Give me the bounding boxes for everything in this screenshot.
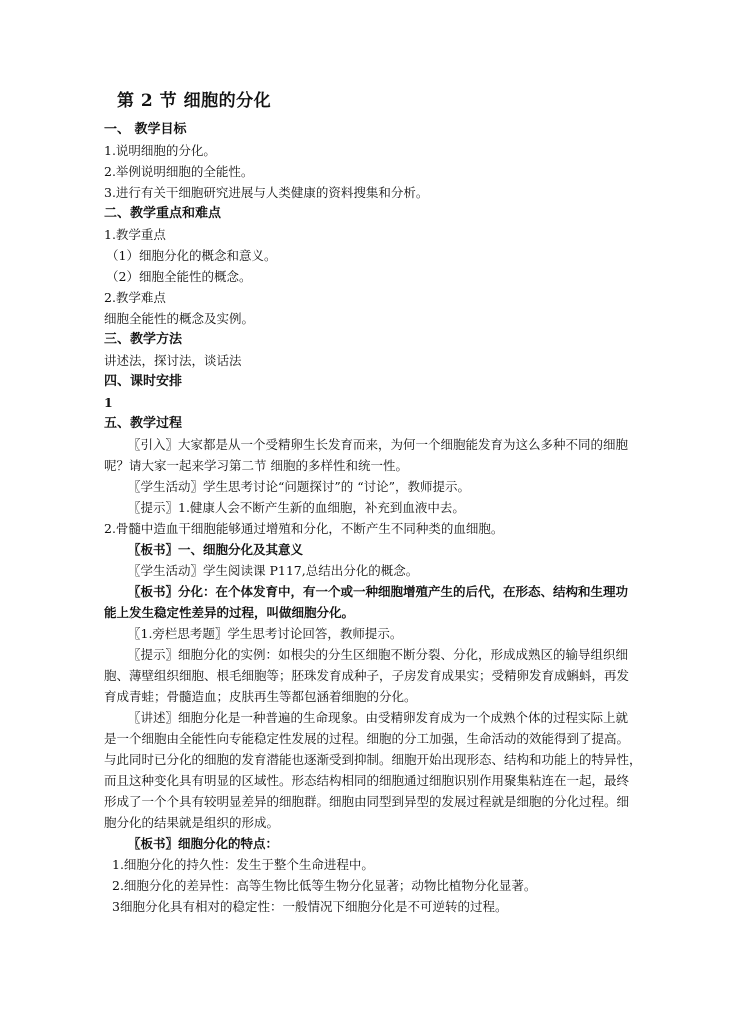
- paragraph-line: 〖讲述〗细胞分化是一种普遍的生命现象。由受精卵发育成为一个成熟个体的过程实际上就: [128, 710, 629, 725]
- objective-1: 1.说明细胞的分化。: [104, 143, 216, 158]
- difficulty-heading: 2.教学难点: [104, 290, 166, 305]
- key-point-1: （1）细胞分化的概念和意义。: [106, 248, 277, 263]
- section-heading-schedule: 四、课时安排: [104, 374, 183, 389]
- section-heading-process: 五、教学过程: [104, 416, 183, 431]
- paragraph-line: 〖学生活动〗学生阅读课 P117,总结出分化的概念。: [128, 563, 419, 578]
- feature-2: 2.细胞分化的差异性：高等生物比低等生物分化显著；动物比植物分化显著。: [112, 878, 537, 893]
- schedule-value: 1: [104, 395, 113, 410]
- section-heading-methods: 三、教学方法: [104, 332, 183, 347]
- board-heading-1: 〖板书〗一、细胞分化及其意义: [128, 542, 304, 557]
- paragraph-line: 〖1.旁栏思考题〗学生思考讨论回答，教师提示。: [128, 626, 403, 641]
- difficulty-1: 细胞全能性的概念及实例。: [104, 311, 255, 326]
- section-heading-key-points: 二、教学重点和难点: [104, 206, 222, 221]
- paragraph-line: 形成了一个个具有较明显差异的细胞群。细胞由同型到异型的发展过程就是细胞的分化过程。细: [104, 794, 630, 809]
- paragraph-line: 呢？请大家一起来学习第二节 细胞的多样性和统一性。: [104, 458, 408, 473]
- definition-line: 〖板书〗分化：在个体发育中，有一个或一种细胞增殖产生的后代，在形态、结构和生理功: [128, 584, 629, 599]
- key-point-2: （2）细胞全能性的概念。: [106, 269, 252, 284]
- paragraph-line: 而且这种变化具有明显的区域性。形态结构相同的细胞通过细胞识别作用聚集粘连在一起，最终: [104, 773, 630, 788]
- objective-3: 3.进行有关干细胞研究进展与人类健康的资料搜集和分析。: [104, 185, 429, 200]
- feature-3: 3细胞分化具有相对的稳定性：一般情况下细胞分化是不可逆转的过程。: [112, 899, 508, 914]
- paragraph-line: 胞分化的结果就是组织的形成。: [104, 815, 280, 830]
- paragraph-line: 与此同时已分化的细胞的发育潜能也逐渐受到抑制。细胞开始出现形态、结构和功能上的特异性，: [104, 752, 642, 767]
- paragraph-line: 〖引入〗大家都是从一个受精卵生长发育而来，为何一个细胞能发育为这么多种不同的细胞: [128, 437, 629, 452]
- paragraph-line: 是一个细胞由全能性向专能稳定性发展的过程。细胞的分工加强，生命活动的效能得到了提高。: [104, 731, 630, 746]
- key-point-heading: 1.教学重点: [104, 227, 166, 242]
- objective-2: 2.举例说明细胞的全能性。: [104, 164, 254, 179]
- paragraph-line: 〖学生活动〗学生思考讨论“问题探讨”的 “讨论”，教师提示。: [128, 479, 471, 494]
- paragraph-line: 〖提示〗细胞分化的实例：如根尖的分生区细胞不断分裂、分化，形成成熟区的输导组织细: [128, 647, 629, 662]
- paragraph-line: 胞、薄壁组织细胞、根毛细胞等；胚珠发育成种子，子房发育成果实；受精卵发育成蝌蚪，再发: [104, 668, 630, 683]
- definition-line: 能上发生稳定性差异的过程，叫做细胞分化。: [104, 605, 355, 620]
- methods-text: 讲述法，探讨法，谈话法: [104, 353, 242, 368]
- page-title: 第 2 节 细胞的分化: [117, 91, 272, 111]
- section-heading-objectives: 一、 教学目标: [104, 122, 187, 137]
- paragraph-line: 〖提示〗1.健康人会不断产生新的血细胞，补充到血液中去。: [128, 500, 465, 515]
- board-heading-2: 〖板书〗细胞分化的特点：: [128, 836, 279, 851]
- paragraph-line: 育成青蛙；骨髓造血；皮肤再生等都包涵着细胞的分化。: [104, 689, 417, 704]
- paragraph-line: 2.骨髓中造血干细胞能够通过增殖和分化，不断产生不同种类的血细胞。: [104, 521, 504, 536]
- feature-1: 1.细胞分化的持久性：发生于整个生命进程中。: [112, 857, 374, 872]
